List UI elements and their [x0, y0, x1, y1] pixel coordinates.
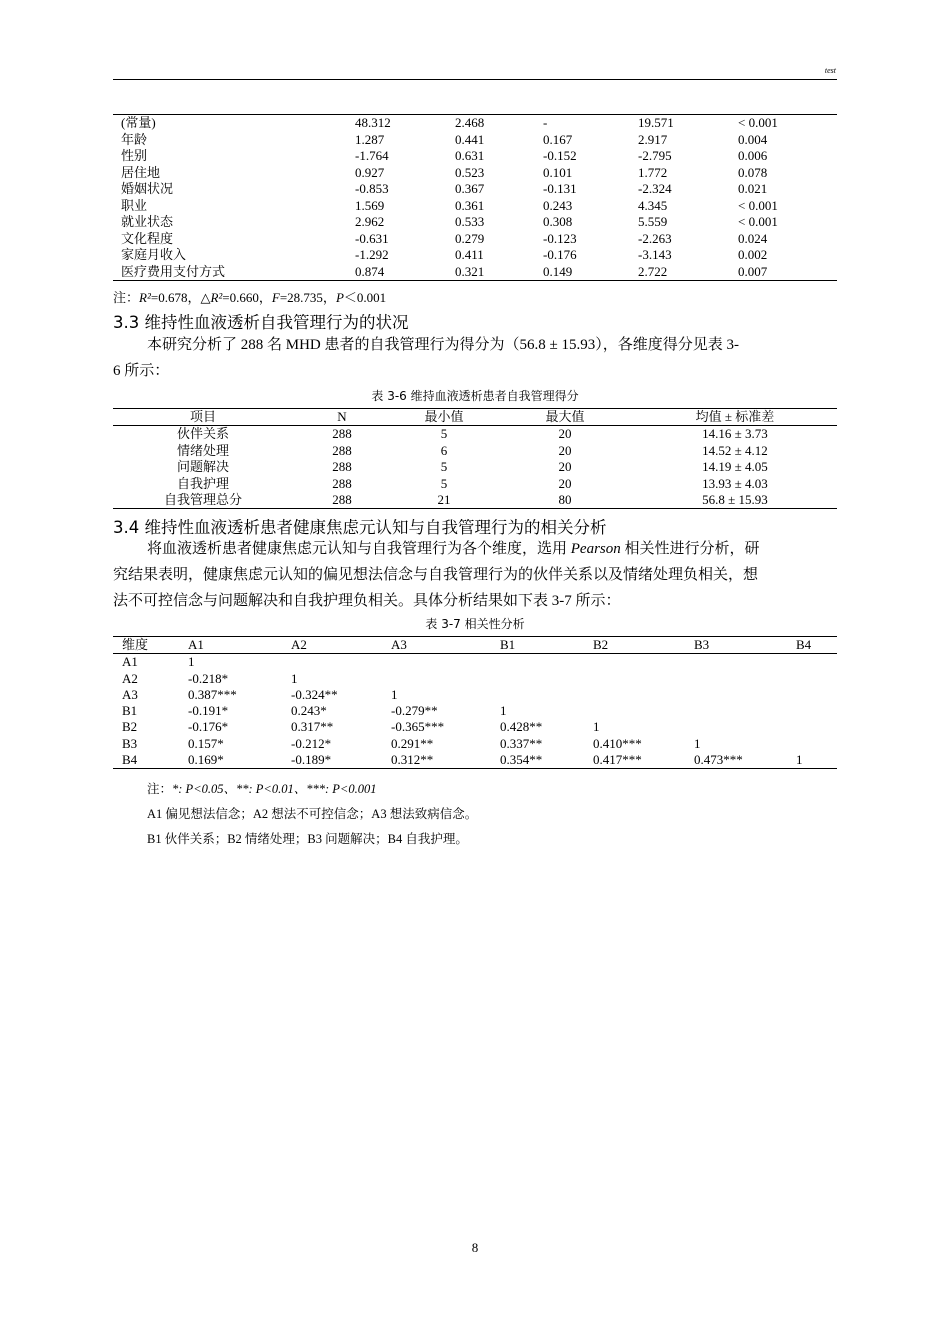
correlation-cell: -0.218*: [188, 670, 229, 686]
value-cell: -0.631: [355, 230, 389, 246]
table-row: [113, 181, 837, 198]
value-cell: 0.874: [355, 263, 385, 279]
running-header: test: [824, 66, 836, 75]
dimension-cell: B3: [122, 735, 138, 751]
table-row: [113, 671, 837, 687]
value-cell: 288: [332, 492, 352, 508]
value-cell: 20: [558, 426, 572, 442]
value-cell: -: [543, 115, 548, 130]
value-cell: < 0.001: [738, 197, 778, 213]
f-value: =28.735，: [279, 290, 336, 305]
value-cell: 0.149: [543, 263, 573, 279]
value-cell: -2.324: [638, 181, 672, 196]
paragraph-text: 本研究分析了 288 名 MHD 患者的自我管理行为得分为（56.8 ± 15.93），各维度得分见表 3-: [147, 337, 739, 353]
correlation-cell: 0.354**: [500, 752, 543, 768]
value-cell: 0.004: [738, 131, 768, 147]
table-3-7-header-row: [113, 637, 837, 654]
value-cell: -1.764: [355, 148, 389, 163]
value-cell: -0.152: [543, 148, 577, 163]
p-label: P: [335, 290, 344, 305]
regression-note: [113, 287, 386, 306]
correlation-cell: 1: [593, 719, 600, 735]
correlation-cell: [391, 654, 500, 671]
value-cell: 5.559: [638, 214, 668, 229]
table-row: [113, 214, 837, 231]
dimension-cell: A2: [122, 670, 138, 686]
table-3-6-body: [113, 426, 837, 509]
table-row: [113, 115, 837, 132]
correlation-cell: 0.428**: [500, 719, 543, 735]
variable-name-cell: 就业状态: [121, 214, 174, 229]
value-cell: 20: [558, 459, 572, 475]
value-cell: 288: [332, 459, 352, 475]
paragraph-line: [113, 332, 837, 358]
value-cell: 0.321: [455, 263, 485, 279]
column-header: A3: [391, 637, 500, 654]
value-cell: 0.006: [738, 148, 768, 163]
correlation-cell: [593, 703, 694, 719]
correlation-cell: -0.324**: [291, 686, 338, 702]
column-header: 最小值: [391, 409, 497, 426]
variable-name-cell: 性别: [121, 148, 148, 163]
table-row: [113, 426, 837, 443]
section-3-3-paragraph: [113, 332, 837, 384]
table-row: [113, 165, 837, 182]
table-row: [113, 459, 837, 475]
table-row: [113, 247, 837, 264]
delta-r2-label: R²: [210, 290, 223, 305]
note-prefix: 注：: [113, 290, 140, 305]
value-cell: 0.078: [738, 164, 768, 180]
value-cell: 5: [440, 426, 448, 442]
value-cell: 20: [558, 475, 572, 491]
value-cell: -2.795: [638, 148, 672, 163]
value-cell: 0.101: [543, 164, 573, 180]
correlation-cell: 0.417***: [593, 752, 642, 768]
value-cell: -2.263: [638, 230, 672, 246]
value-cell: 0.167: [543, 131, 573, 147]
correlation-cell: 0.312**: [391, 752, 434, 768]
value-cell: 14.52 ± 4.12: [702, 442, 768, 458]
table-3-6-header-row: [113, 409, 837, 426]
dimension-cell: A3: [122, 686, 138, 702]
value-cell: -3.143: [638, 247, 672, 262]
column-header: 最大值: [497, 409, 633, 426]
correlation-cell: 0.473***: [694, 752, 743, 768]
correlation-cell: 1: [291, 670, 298, 686]
value-cell: 13.93 ± 4.03: [702, 475, 768, 491]
correlation-cell: [500, 671, 593, 687]
correlation-cell: [796, 719, 837, 735]
variable-name-cell: 婚姻状况: [121, 181, 174, 196]
value-cell: 0.927: [355, 164, 385, 180]
value-cell: 2.962: [355, 214, 385, 229]
value-cell: 14.19 ± 4.05: [702, 459, 768, 475]
paragraph-line: [113, 536, 837, 562]
value-cell: 56.8 ± 15.93: [702, 492, 768, 508]
correlation-cell: 0.387***: [188, 686, 237, 702]
correlation-cell: -0.212*: [291, 735, 332, 751]
value-cell: 5: [440, 459, 448, 475]
table-row: [113, 443, 837, 459]
value-cell: 0.024: [738, 230, 768, 246]
variable-name-cell: 职业: [121, 197, 148, 213]
value-cell: -1.292: [355, 247, 389, 262]
dimension-cell: A1: [122, 654, 138, 670]
section-3-4-paragraph: [113, 536, 837, 614]
pearson-term: Pearson: [570, 541, 621, 557]
value-cell: 48.312: [355, 115, 391, 130]
table-row: [113, 752, 837, 769]
f-label: F: [271, 290, 280, 305]
value-cell: 2.722: [638, 263, 668, 279]
correlation-cell: 0.169*: [188, 752, 224, 768]
correlation-cell: 0.317**: [291, 719, 334, 735]
value-cell: 0.533: [455, 214, 485, 229]
column-header: A1: [188, 637, 291, 654]
correlation-note: [147, 779, 376, 797]
dimension-cell: B1: [122, 703, 138, 719]
value-cell: -0.123: [543, 230, 577, 246]
correlation-cell: 0.157*: [188, 735, 224, 751]
correlation-cell: [593, 687, 694, 703]
table-3-7-body: [113, 654, 837, 769]
variable-name-cell: 文化程度: [121, 230, 174, 246]
column-header: 均值 ± 标准差: [633, 409, 837, 426]
table-3-7-caption: 表 3-7 相关性分析: [425, 617, 525, 631]
correlation-cell: -0.279**: [391, 703, 438, 719]
correlation-cell: [391, 671, 500, 687]
value-cell: 288: [332, 475, 352, 491]
table-3-6: [113, 408, 837, 509]
column-header: B3: [694, 637, 796, 654]
correlation-cell: [796, 687, 837, 703]
correlation-cell: 1: [796, 752, 803, 768]
paragraph-text: 相关性进行分析，研: [620, 541, 760, 557]
value-cell: 0.308: [543, 214, 573, 229]
column-header: N: [293, 409, 391, 426]
value-cell: 0.631: [455, 148, 485, 163]
value-cell: 1.772: [638, 164, 668, 180]
item-name-cell: 伙伴关系: [176, 426, 229, 442]
value-cell: 19.571: [638, 115, 674, 130]
paragraph-line: 究结果表明，健康焦虑元认知的偏见想法信念与自我管理行为的伙伴关系以及情绪处理负相关，想: [113, 567, 759, 583]
delta-r2-value: =0.660，: [222, 290, 272, 305]
value-cell: 0.361: [455, 197, 485, 213]
a-dimension-legend: A1 偏见想法信念；A2 想法不可控信念；A3 想法致病信念。: [147, 807, 478, 821]
variable-name-cell: (常量): [121, 115, 156, 130]
variable-name-cell: 居住地: [121, 164, 161, 180]
value-cell: < 0.001: [738, 115, 778, 130]
correlation-cell: 0.243*: [291, 703, 327, 719]
table-row: [113, 132, 837, 149]
value-cell: 2.468: [455, 115, 485, 130]
correlation-cell: -0.365***: [391, 719, 445, 735]
value-cell: 0.007: [738, 263, 768, 279]
correlation-cell: [796, 703, 837, 719]
correlation-cell: [694, 703, 796, 719]
header-rule: [113, 79, 837, 80]
value-cell: 6: [440, 442, 448, 458]
item-name-cell: 自我管理总分: [163, 492, 242, 508]
correlation-cell: [593, 654, 694, 671]
correlation-cell: 1: [694, 735, 701, 751]
correlation-cell: [796, 671, 837, 687]
correlation-cell: [500, 654, 593, 671]
value-cell: 14.16 ± 3.73: [702, 426, 768, 442]
r2-label: R²: [139, 290, 151, 305]
value-cell: 0.411: [455, 247, 484, 262]
table-row: [113, 476, 837, 492]
table-row: [113, 703, 837, 719]
regression-table: [113, 114, 837, 281]
correlation-cell: [796, 736, 837, 752]
value-cell: 288: [332, 442, 352, 458]
r2-value: =0.678，: [150, 290, 201, 305]
page-number: 8: [471, 1240, 479, 1255]
column-header: B4: [796, 637, 837, 654]
correlation-cell: [291, 654, 391, 671]
value-cell: 288: [332, 426, 352, 442]
table-row: [113, 687, 837, 703]
column-header: 项目: [113, 409, 293, 426]
column-header: 维度: [113, 637, 188, 654]
correlation-cell: [500, 687, 593, 703]
value-cell: -0.176: [543, 247, 577, 262]
column-header: B2: [593, 637, 694, 654]
correlation-cell: 1: [500, 703, 507, 719]
value-cell: 2.917: [638, 131, 668, 147]
paragraph-line: 法不可控信念与问题解决和自我护理负相关。具体分析结果如下表 3-7 所示：: [113, 593, 621, 609]
section-3-3-title: 3.3 维持性血液透析自我管理行为的状况: [113, 313, 409, 332]
value-cell: 21: [437, 492, 451, 508]
value-cell: -0.131: [543, 181, 577, 196]
correlation-cell: 0.410***: [593, 735, 642, 751]
table-row: [113, 231, 837, 248]
correlation-cell: 0.291**: [391, 735, 434, 751]
regression-table-body: [113, 115, 837, 281]
item-name-cell: 问题解决: [176, 459, 229, 475]
correlation-cell: 0.337**: [500, 735, 543, 751]
table-row: [113, 719, 837, 735]
value-cell: 0.367: [455, 181, 485, 196]
section-3-4-title: 3.4 维持性血液透析患者健康焦虑元认知与自我管理行为的相关分析: [113, 518, 607, 537]
correlation-cell: [796, 654, 837, 671]
correlation-cell: -0.191*: [188, 703, 229, 719]
correlation-cell: -0.176*: [188, 719, 229, 735]
value-cell: 20: [558, 442, 572, 458]
dimension-cell: B4: [122, 752, 138, 768]
table-row: [113, 148, 837, 165]
table-3-7: [113, 636, 837, 769]
value-cell: 0.279: [455, 230, 485, 246]
table-row: [113, 736, 837, 752]
correlation-cell: [694, 671, 796, 687]
correlation-cell: 1: [188, 654, 195, 670]
note-prefix: 注：: [147, 782, 173, 796]
value-cell: 0.441: [455, 131, 485, 147]
variable-name-cell: 年龄: [121, 131, 148, 147]
table-row: [113, 654, 837, 671]
table-3-6-caption: 表 3-6 维持血液透析患者自我管理得分: [371, 389, 579, 403]
correlation-cell: -0.189*: [291, 752, 332, 768]
correlation-cell: [694, 719, 796, 735]
value-cell: 80: [558, 492, 572, 508]
table-row: [113, 492, 837, 509]
paragraph-line: 6 所示：: [113, 363, 170, 379]
value-cell: 5: [440, 475, 448, 491]
table-row: [113, 264, 837, 281]
value-cell: < 0.001: [738, 214, 778, 229]
correlation-cell: 1: [391, 686, 398, 702]
value-cell: -0.853: [355, 181, 389, 196]
value-cell: 0.243: [543, 197, 573, 213]
correlation-cell: [694, 687, 796, 703]
value-cell: 4.345: [638, 197, 668, 213]
significance-legend: *: P<0.05、**: P<0.01、***: P<0.001: [172, 782, 377, 796]
paragraph-text: 将血液透析患者健康焦虑元认知与自我管理行为各个维度，选用: [147, 541, 571, 557]
p-value: ＜0.001: [343, 290, 387, 305]
column-header: A2: [291, 637, 391, 654]
dimension-cell: B2: [122, 719, 138, 735]
value-cell: 0.021: [738, 181, 768, 196]
value-cell: 0.523: [455, 164, 485, 180]
table-row: [113, 198, 837, 215]
value-cell: 0.002: [738, 247, 768, 262]
item-name-cell: 自我护理: [176, 475, 229, 491]
correlation-cell: [593, 671, 694, 687]
column-header: B1: [500, 637, 593, 654]
value-cell: 1.287: [355, 131, 385, 147]
delta-symbol: △: [200, 290, 211, 305]
variable-name-cell: 医疗费用支付方式: [121, 263, 226, 279]
correlation-cell: [694, 654, 796, 671]
value-cell: 1.569: [355, 197, 385, 213]
b-dimension-legend: B1 伙伴关系；B2 情绪处理；B3 问题解决；B4 自我护理。: [147, 832, 468, 846]
variable-name-cell: 家庭月收入: [121, 247, 187, 262]
item-name-cell: 情绪处理: [176, 442, 229, 458]
